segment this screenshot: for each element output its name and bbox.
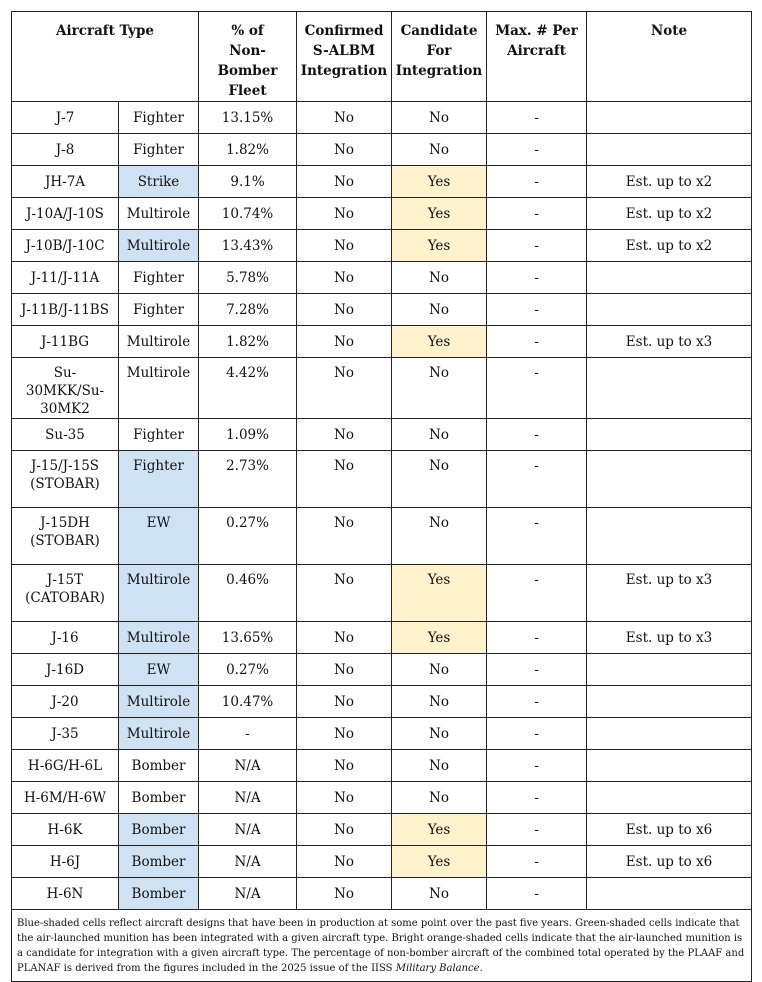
table-row xyxy=(12,654,752,686)
table-row xyxy=(12,718,752,750)
header-candidate: Candidate For Integration xyxy=(392,12,487,102)
cell-aircraft: H-6J xyxy=(12,846,119,878)
cell-confirmed: No xyxy=(297,166,392,198)
header-note: Note xyxy=(587,12,752,102)
header-confirmed: Confirmed S-ALBM Integration xyxy=(297,12,392,102)
cell-role: Fighter xyxy=(119,102,199,134)
cell-confirmed: No xyxy=(297,419,392,451)
cell-aircraft: J-15T (CATOBAR) xyxy=(12,565,119,622)
cell-confirmed: No xyxy=(297,262,392,294)
cell-note: Est. up to x2 xyxy=(587,230,752,262)
cell-max: - xyxy=(487,230,587,262)
cell-aircraft: H-6G/H-6L xyxy=(12,750,119,782)
cell-max: - xyxy=(487,326,587,358)
cell-max: - xyxy=(487,134,587,166)
cell-confirmed: No xyxy=(297,508,392,565)
aircraft-integration-table xyxy=(11,11,752,982)
cell-confirmed: No xyxy=(297,718,392,750)
cell-role: Multirole xyxy=(119,622,199,654)
cell-role: Fighter xyxy=(119,262,199,294)
cell-note xyxy=(587,102,752,134)
cell-note xyxy=(587,294,752,326)
table-body xyxy=(12,102,752,910)
cell-aircraft: J-11B/J-11BS xyxy=(12,294,119,326)
table-row xyxy=(12,846,752,878)
cell-pct-fleet: 1.82% xyxy=(199,134,297,166)
footnote-row xyxy=(12,910,752,982)
cell-aircraft: J-11BG xyxy=(12,326,119,358)
cell-candidate: No xyxy=(392,878,487,910)
cell-role: Multirole xyxy=(119,326,199,358)
cell-max: - xyxy=(487,565,587,622)
cell-role: Bomber xyxy=(119,814,199,846)
cell-pct-fleet: 7.28% xyxy=(199,294,297,326)
cell-candidate: No xyxy=(392,102,487,134)
cell-role: Multirole xyxy=(119,358,199,419)
cell-max: - xyxy=(487,686,587,718)
cell-pct-fleet: 10.47% xyxy=(199,686,297,718)
cell-role: EW xyxy=(119,654,199,686)
cell-confirmed: No xyxy=(297,294,392,326)
cell-pct-fleet: 9.1% xyxy=(199,166,297,198)
cell-note xyxy=(587,134,752,166)
cell-role: Bomber xyxy=(119,846,199,878)
cell-max: - xyxy=(487,166,587,198)
cell-pct-fleet: 13.43% xyxy=(199,230,297,262)
cell-note xyxy=(587,718,752,750)
cell-max: - xyxy=(487,782,587,814)
cell-aircraft: H-6N xyxy=(12,878,119,910)
cell-max: - xyxy=(487,878,587,910)
table-row xyxy=(12,419,752,451)
cell-candidate: No xyxy=(392,508,487,565)
cell-confirmed: No xyxy=(297,102,392,134)
cell-note xyxy=(587,508,752,565)
cell-role: Bomber xyxy=(119,878,199,910)
cell-max: - xyxy=(487,198,587,230)
table-row xyxy=(12,166,752,198)
table-row xyxy=(12,686,752,718)
cell-note xyxy=(587,358,752,419)
cell-aircraft: J-15/J-15S (STOBAR) xyxy=(12,451,119,508)
cell-role: Strike xyxy=(119,166,199,198)
cell-candidate: No xyxy=(392,782,487,814)
footnote-source: Military Balance xyxy=(395,963,480,974)
table-row xyxy=(12,814,752,846)
cell-aircraft: JH-7A xyxy=(12,166,119,198)
cell-role: Multirole xyxy=(119,198,199,230)
cell-candidate: Yes xyxy=(392,814,487,846)
table-row xyxy=(12,358,752,419)
cell-confirmed: No xyxy=(297,654,392,686)
cell-confirmed: No xyxy=(297,814,392,846)
cell-max: - xyxy=(487,814,587,846)
cell-confirmed: No xyxy=(297,326,392,358)
cell-pct-fleet: 5.78% xyxy=(199,262,297,294)
cell-aircraft: H-6K xyxy=(12,814,119,846)
cell-pct-fleet: 13.65% xyxy=(199,622,297,654)
cell-aircraft: H-6M/H-6W xyxy=(12,782,119,814)
cell-confirmed: No xyxy=(297,565,392,622)
table-row xyxy=(12,451,752,508)
cell-candidate: Yes xyxy=(392,565,487,622)
cell-note xyxy=(587,878,752,910)
cell-role: Multirole xyxy=(119,230,199,262)
header-max-per-aircraft: Max. # Per Aircraft xyxy=(487,12,587,102)
cell-pct-fleet: 10.74% xyxy=(199,198,297,230)
cell-aircraft: J-16 xyxy=(12,622,119,654)
header-row xyxy=(12,12,752,102)
cell-confirmed: No xyxy=(297,198,392,230)
table-row xyxy=(12,622,752,654)
cell-note: Est. up to x3 xyxy=(587,565,752,622)
cell-role: Bomber xyxy=(119,750,199,782)
cell-role: Fighter xyxy=(119,419,199,451)
cell-max: - xyxy=(487,294,587,326)
cell-pct-fleet: 0.27% xyxy=(199,508,297,565)
cell-max: - xyxy=(487,262,587,294)
cell-aircraft: Su-35 xyxy=(12,419,119,451)
cell-candidate: No xyxy=(392,686,487,718)
cell-aircraft: J-8 xyxy=(12,134,119,166)
cell-pct-fleet: N/A xyxy=(199,750,297,782)
cell-pct-fleet: - xyxy=(199,718,297,750)
cell-candidate: No xyxy=(392,451,487,508)
table-row xyxy=(12,508,752,565)
cell-aircraft: Su-30MKK/Su-30MK2 xyxy=(12,358,119,419)
footnote: Blue-shaded cells reflect aircraft designs that have been in production at some point over the past five years. Green-shaded cells indicate that the air-launched munition has been integrated with a given aircraft type. Bright orange-shaded cells indicate that the air-launched munition is a candidate for integration with a given aircraft type. The percentage of non-bomber aircraft of the combined total operated by the PLAAF and PLANAF is derived from the figures included in the 2025 issue of the IISS Military Balance. xyxy=(12,910,752,982)
table-row xyxy=(12,326,752,358)
cell-max: - xyxy=(487,419,587,451)
cell-candidate: No xyxy=(392,419,487,451)
table-row xyxy=(12,262,752,294)
cell-confirmed: No xyxy=(297,782,392,814)
cell-role: Fighter xyxy=(119,294,199,326)
cell-candidate: Yes xyxy=(392,846,487,878)
cell-candidate: No xyxy=(392,750,487,782)
cell-max: - xyxy=(487,750,587,782)
cell-pct-fleet: N/A xyxy=(199,814,297,846)
table-row xyxy=(12,134,752,166)
cell-pct-fleet: 0.46% xyxy=(199,565,297,622)
cell-role: Fighter xyxy=(119,134,199,166)
cell-max: - xyxy=(487,654,587,686)
header-pct-fleet: % of Non-Bomber Fleet xyxy=(199,12,297,102)
cell-note xyxy=(587,262,752,294)
cell-aircraft: J-16D xyxy=(12,654,119,686)
cell-note xyxy=(587,451,752,508)
cell-candidate: No xyxy=(392,718,487,750)
cell-confirmed: No xyxy=(297,686,392,718)
cell-aircraft: J-20 xyxy=(12,686,119,718)
table-row xyxy=(12,198,752,230)
cell-candidate: Yes xyxy=(392,622,487,654)
table-row xyxy=(12,878,752,910)
cell-candidate: Yes xyxy=(392,230,487,262)
cell-aircraft: J-11/J-11A xyxy=(12,262,119,294)
cell-candidate: Yes xyxy=(392,198,487,230)
cell-note xyxy=(587,686,752,718)
cell-role: EW xyxy=(119,508,199,565)
cell-pct-fleet: 1.82% xyxy=(199,326,297,358)
cell-max: - xyxy=(487,451,587,508)
cell-candidate: Yes xyxy=(392,326,487,358)
cell-pct-fleet: N/A xyxy=(199,878,297,910)
cell-note xyxy=(587,419,752,451)
cell-aircraft: J-10A/J-10S xyxy=(12,198,119,230)
cell-pct-fleet: 1.09% xyxy=(199,419,297,451)
cell-candidate: No xyxy=(392,654,487,686)
cell-max: - xyxy=(487,508,587,565)
cell-aircraft: J-35 xyxy=(12,718,119,750)
cell-confirmed: No xyxy=(297,846,392,878)
cell-max: - xyxy=(487,358,587,419)
cell-pct-fleet: 0.27% xyxy=(199,654,297,686)
cell-aircraft: J-15DH (STOBAR) xyxy=(12,508,119,565)
table-row xyxy=(12,294,752,326)
cell-pct-fleet: N/A xyxy=(199,782,297,814)
cell-candidate: No xyxy=(392,358,487,419)
cell-aircraft: J-10B/J-10C xyxy=(12,230,119,262)
cell-note: Est. up to x2 xyxy=(587,198,752,230)
cell-role: Multirole xyxy=(119,686,199,718)
table-container xyxy=(11,11,751,982)
table-row xyxy=(12,102,752,134)
table-row xyxy=(12,750,752,782)
cell-confirmed: No xyxy=(297,358,392,419)
cell-max: - xyxy=(487,622,587,654)
cell-candidate: No xyxy=(392,134,487,166)
cell-max: - xyxy=(487,718,587,750)
cell-max: - xyxy=(487,102,587,134)
table-row xyxy=(12,230,752,262)
cell-role: Bomber xyxy=(119,782,199,814)
cell-role: Fighter xyxy=(119,451,199,508)
cell-candidate: No xyxy=(392,294,487,326)
cell-note xyxy=(587,782,752,814)
cell-aircraft: J-7 xyxy=(12,102,119,134)
cell-note: Est. up to x6 xyxy=(587,846,752,878)
cell-pct-fleet: 2.73% xyxy=(199,451,297,508)
cell-note xyxy=(587,654,752,686)
cell-confirmed: No xyxy=(297,134,392,166)
cell-confirmed: No xyxy=(297,230,392,262)
cell-candidate: Yes xyxy=(392,166,487,198)
cell-note xyxy=(587,750,752,782)
cell-max: - xyxy=(487,846,587,878)
header-aircraft-type: Aircraft Type xyxy=(12,12,199,102)
cell-confirmed: No xyxy=(297,451,392,508)
cell-candidate: No xyxy=(392,262,487,294)
cell-confirmed: No xyxy=(297,878,392,910)
cell-pct-fleet: N/A xyxy=(199,846,297,878)
cell-pct-fleet: 4.42% xyxy=(199,358,297,419)
cell-role: Multirole xyxy=(119,718,199,750)
cell-pct-fleet: 13.15% xyxy=(199,102,297,134)
table-row xyxy=(12,565,752,622)
cell-confirmed: No xyxy=(297,622,392,654)
cell-note: Est. up to x6 xyxy=(587,814,752,846)
cell-confirmed: No xyxy=(297,750,392,782)
cell-role: Multirole xyxy=(119,565,199,622)
table-row xyxy=(12,782,752,814)
cell-note: Est. up to x3 xyxy=(587,326,752,358)
cell-note: Est. up to x2 xyxy=(587,166,752,198)
cell-note: Est. up to x3 xyxy=(587,622,752,654)
